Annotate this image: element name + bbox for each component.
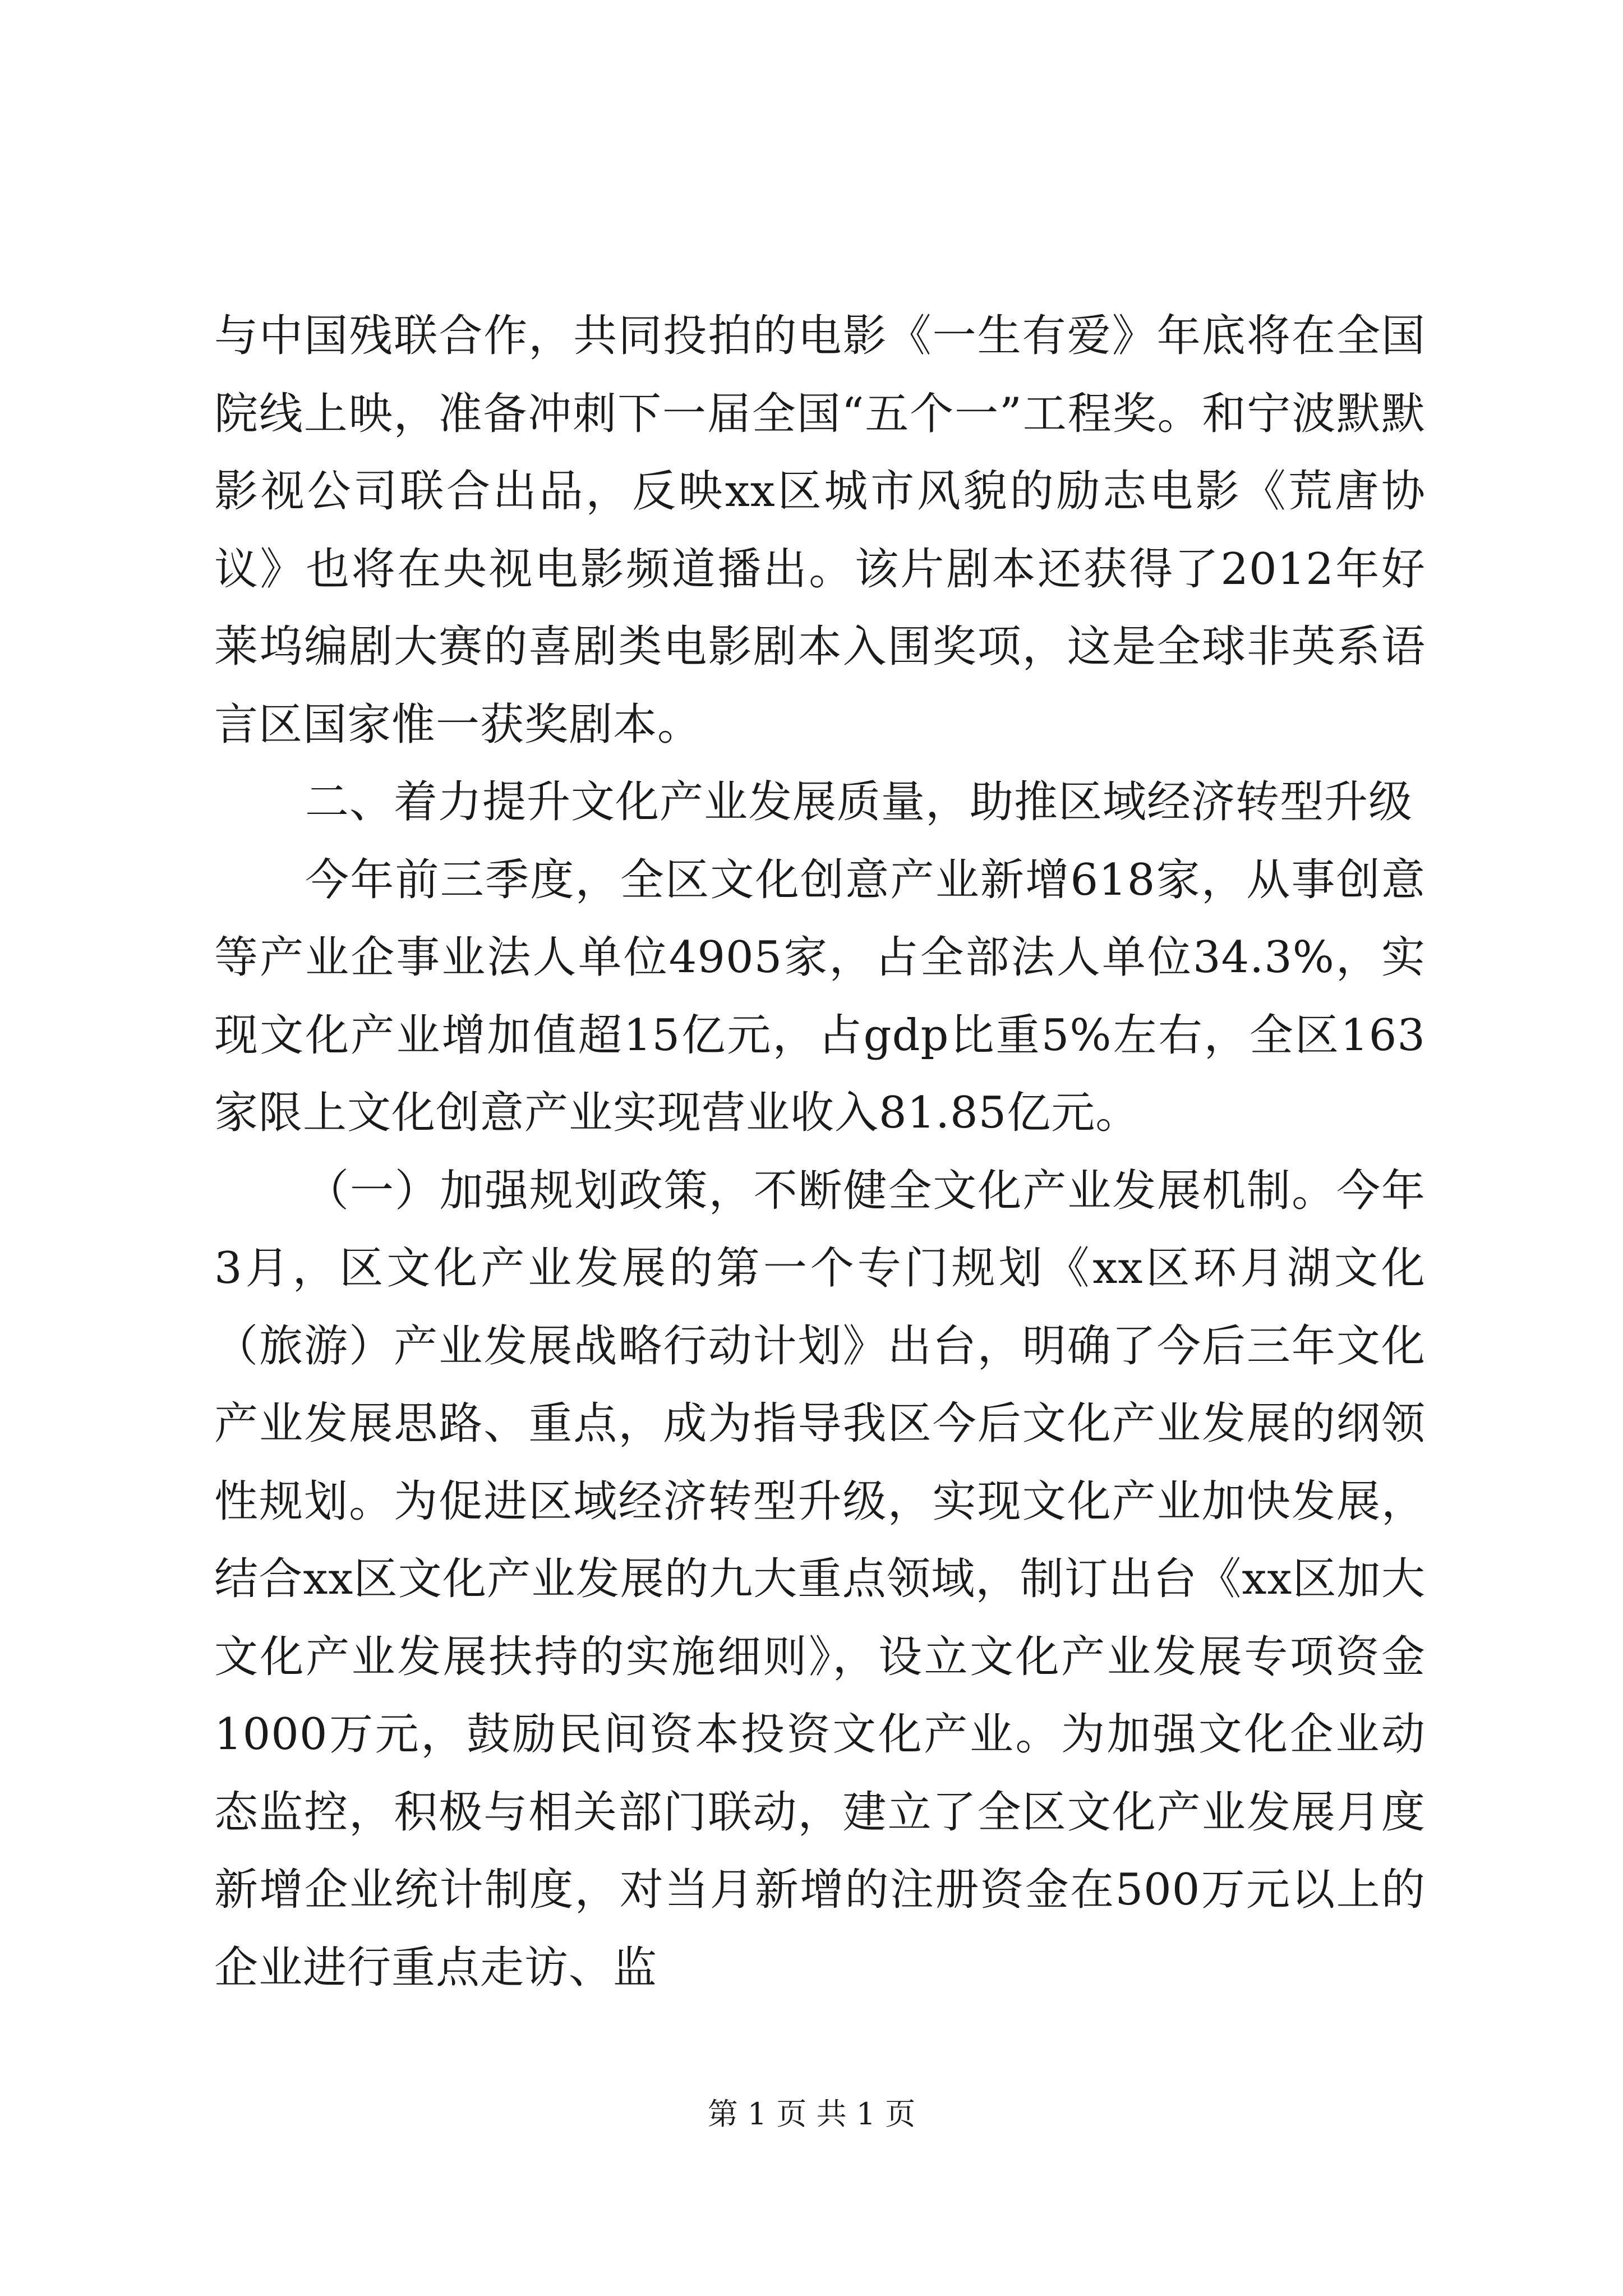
paragraph-planning-policy: （一）加强规划政策，不断健全文化产业发展机制。今年3月，区文化产业发展的第一个专门规划《xx区环月湖文化（旅游）产业发展战略行动计划》出台，明确了今后三年文化产业发展思路、重点，成为指导我区今后文化产业发展的纲领性规划。为促进区域经济转型升级，实现文化产业加快发展，结合xx区文化产业发展的九大重点领域，制订出台《xx区加大文化产业发展扶持的实施细则》，设立文化产业发展专项资金1000万元，鼓励民间资本投资文化产业。为加强文化企业动态监控，积极与相关部门联动，建立了全区文化产业发展月度新增企业统计制度，对当月新增的注册资金在500万元以上的企业进行重点走访、监 (214, 1165, 1426, 1993)
page-footer: 第 1 页 共 1 页 (707, 2096, 916, 2132)
section-heading-culture-industry: 二、着力提升文化产业发展质量，助推区域经济转型升级 (305, 777, 1413, 827)
document-body (214, 297, 1426, 2007)
paragraph-statistics: 今年前三季度，全区文化创意产业新增618家，从事创意等产业企事业法人单位4905家，占全部法人单位34.3%，实现文化产业增加值超15亿元，占gdp比重5%左右，全区163家限上文化创意产业实现营业收入81.85亿元。 (214, 854, 1426, 1138)
paragraph-film-projects: 与中国残联合作，共同投拍的电影《一生有爱》年底将在全国院线上映，准备冲刺下一届全国“五个一”工程奖。和宁波默默影视公司联合出品，反映xx区城市风貌的励志电影《荒唐协议》也将在央视电影频道播出。该片剧本还获得了2012年好莱坞编剧大赛的喜剧类电影剧本入围奖项，这是全球非英系语言区国家惟一获奖剧本。 (214, 311, 1426, 750)
